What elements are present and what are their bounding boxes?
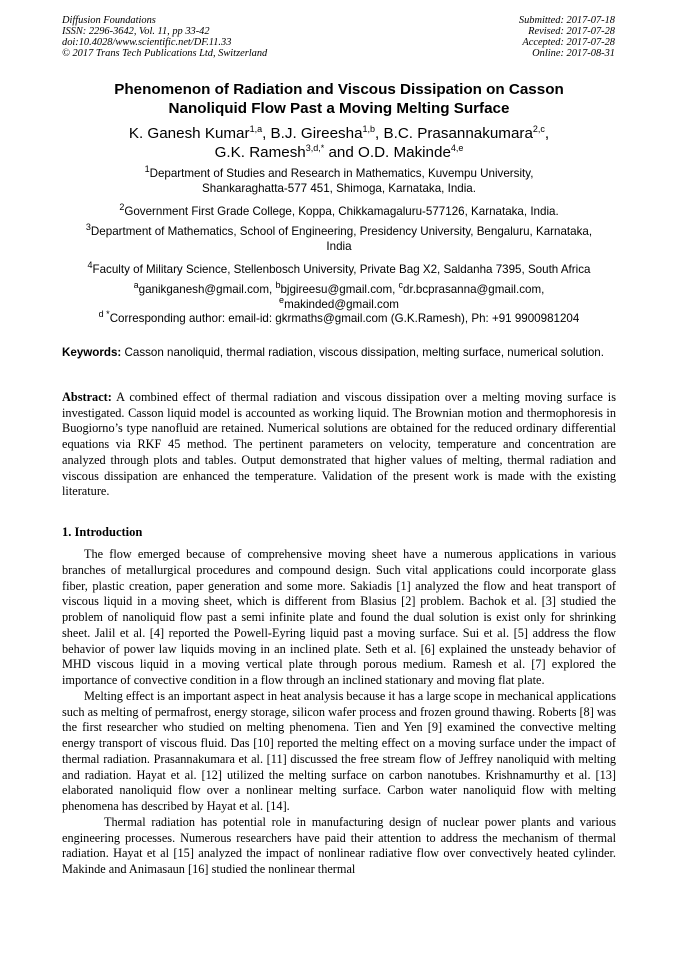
section-heading-introduction: 1. Introduction bbox=[62, 525, 143, 539]
affiliation-marker: 2 bbox=[119, 202, 125, 213]
title-line-2: Nanoliquid Flow Past a Moving Melting Surface bbox=[168, 100, 510, 117]
keywords-label: Keywords: bbox=[62, 346, 122, 359]
affiliation-text: India bbox=[326, 240, 352, 253]
publication-dates bbox=[519, 15, 615, 59]
corresponding-text: Corresponding author: email-id: gkrmaths@gmail.com (G.K.Ramesh), Ph: +91 9900981204 bbox=[109, 312, 580, 325]
doi: doi:10.4028/www.scientific.net/DF.11.33 bbox=[62, 37, 232, 48]
email-link[interactable]: dr.bcprasanna@gmail.com, bbox=[403, 283, 545, 296]
affiliation-2 bbox=[62, 204, 616, 219]
revised-date: Revised: 2017-07-28 bbox=[528, 26, 615, 37]
affiliation-marker: 3 bbox=[85, 222, 91, 233]
corresponding-author bbox=[62, 311, 616, 326]
email-marker: c bbox=[398, 280, 404, 291]
author-marker: 3,d,* bbox=[305, 142, 325, 153]
issn: ISSN: 2296-3642, Vol. 11, pp 33-42 bbox=[62, 26, 210, 37]
copyright: © 2017 Trans Tech Publications Ltd, Switzerland bbox=[62, 48, 268, 59]
corresponding-marker: d * bbox=[98, 309, 110, 320]
affiliation-text: Shankaraghatta-577 451, Shimoga, Karnataka, India. bbox=[202, 182, 476, 195]
author-marker: 1,a bbox=[249, 123, 263, 134]
affiliation-text: Department of Mathematics, School of Engineering, Presidency University, Bengaluru, Karnataka, bbox=[90, 225, 593, 238]
author-name: and O.D. Makinde bbox=[324, 144, 451, 161]
affiliation-text: Department of Studies and Research in Mathematics, Kuvempu University, bbox=[149, 167, 534, 180]
author-marker: 2,c bbox=[532, 123, 545, 134]
submitted-date: Submitted: 2017-07-18 bbox=[518, 15, 615, 26]
title-line-1: Phenomenon of Radiation and Viscous Dissipation on Casson bbox=[114, 81, 564, 98]
email-marker: e bbox=[279, 295, 285, 306]
email-marker: a bbox=[133, 280, 139, 291]
publication-info bbox=[62, 15, 267, 59]
author-marker: 4,e bbox=[450, 142, 464, 153]
online-date: Online: 2017-08-31 bbox=[532, 48, 615, 59]
author-list bbox=[62, 124, 616, 162]
abstract bbox=[62, 390, 616, 500]
email-link[interactable]: makinded@gmail.com bbox=[284, 298, 399, 311]
affiliation-marker: 1 bbox=[144, 164, 150, 175]
affiliation-text: Government First Grade College, Koppa, Chikkamagaluru-577126, Karnataka, India. bbox=[124, 205, 559, 218]
email-marker: b bbox=[275, 280, 281, 291]
affiliation-marker: 4 bbox=[87, 260, 93, 271]
accepted-date: Accepted: 2017-07-28 bbox=[522, 37, 615, 48]
keywords-text: Casson nanoliquid, thermal radiation, viscous dissipation, melting surface, numerical solution. bbox=[121, 346, 604, 359]
affiliation-text: Faculty of Military Science, Stellenbosch University, Private Bag X2, Saldanha 7395, South Africa bbox=[92, 263, 591, 276]
paragraph: Melting effect is an important aspect in heat analysis because it has a large scope in mechanical applications such as melting of permafrost, energy storage, silicon wafer process and frozen ground thawing. Roberts [8] was the first researcher who studied on melting phenomena. Tien and Yen [9] examined the convective melting energy transport of viscous fluid. Das [10] reported the melting effect on a moving surface under the impact of thermal radiation. Prasannakumara et al. [11] discussed the free stream flow of Jeffrey nanoliquid with melting and radiation. Hayat et al. [12] utilized the melting surface on carbon nanotubes. Krishnamurthy et al. [13] elaborated nanoliquid flow over a nonlinear melting surface. Carbon water nanoliquid flow with melting phenomena has described by Hayat et al. [14]. bbox=[62, 688, 616, 813]
email-link[interactable]: bjgireesu@gmail.com, bbox=[280, 283, 399, 296]
abstract-text: A combined effect of thermal radiation and viscous dissipation over a melting moving surface is investigated. Casson liquid model is accounted as working liquid. The Brownian motion and thermophoresis in Buogiorno’s type nanofluid are retained. Numerical solutions are obtained for the reduced ordinary differential equations via RKF 45 method. The pertinent parameters on velocity, temperature and concentration are analyzed through plots and tables. Output demonstrated that higher values of melting, thermal radiation and viscous dissipation are enhanced the temperature. Validation of the present work is made with the existing literature. bbox=[62, 390, 616, 499]
author-name: G.K. Ramesh bbox=[214, 144, 306, 161]
paragraph: The flow emerged because of comprehensive moving sheet have a numerous applications in various branches of metallurgical procedures and compound design. Such vital applications could incorporate glass fiber, plastic creation, paper generation and some more. Sakiadis [1] analyzed the flow and heat transport of viscous liquid in a moving sheet, which is different from Blasius [2] problem. Bachok et al. [3] studied the problem of nanoliquid flow past a semi infinite plate and found the dual solution is exist only for shrinking sheet. Jalil et al. [4] reported the Powell-Eyring liquid past a moving surface. Sui et al. [5] address the flow behavior of power law liquids moving in an inclined plate. Seth et al. [6] explained the unsteady behavior of MHD viscous liquid in a moving vertical plate through porous medium. Ramesh et al. [7] explored the importance of convective condition in a flow through an inclined stationary and moving flat plate. bbox=[62, 547, 616, 687]
email-list bbox=[62, 282, 616, 312]
abstract-label: Abstract: bbox=[62, 390, 112, 404]
author-name: , B.C. Prasannakumara bbox=[375, 125, 533, 142]
paragraph: Thermal radiation has potential role in manufacturing design of nuclear power plants and various engineering processes. Numerous researchers have paid their attention to address the mechanism of thermal radiation. Hayat et al [15] analyzed the impact of nonlinear radiative flow over convectively heated cylinder. Makinde and Animasaun [16] studied the nonlinear thermal bbox=[62, 814, 616, 876]
author-separator: , bbox=[544, 125, 550, 142]
affiliation-4 bbox=[62, 262, 616, 277]
author-marker: 1,b bbox=[362, 123, 376, 134]
affiliation-1 bbox=[62, 166, 616, 196]
introduction-body bbox=[62, 547, 616, 878]
affiliation-3 bbox=[62, 224, 616, 254]
email-link[interactable]: ganikganesh@gmail.com, bbox=[138, 283, 276, 296]
paper-title bbox=[62, 80, 616, 118]
author-name: K. Ganesh Kumar bbox=[128, 125, 250, 142]
author-name: , B.J. Gireesha bbox=[262, 125, 363, 142]
journal-name: Diffusion Foundations bbox=[62, 15, 156, 26]
keywords bbox=[62, 346, 616, 360]
